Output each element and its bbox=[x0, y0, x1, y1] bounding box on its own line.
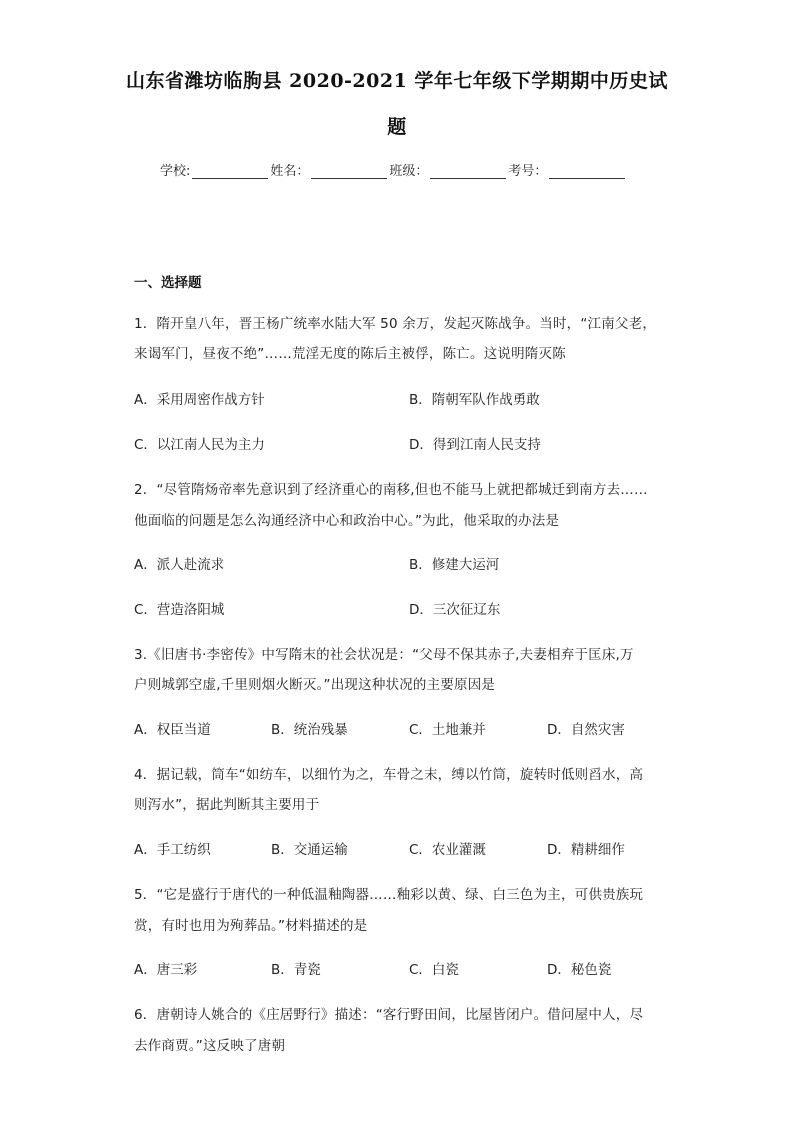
question-1-option-d[interactable]: D．得到江南人民支持 bbox=[409, 437, 541, 453]
question-4-option-d[interactable]: D．精耕细作 bbox=[547, 842, 625, 858]
question-4-text: 4．据记载，筒车“如纺车，以细竹为之，车骨之末，缚以竹筒，旋转时低则舀水，高 bbox=[134, 767, 644, 783]
question-5-text: 5．“它是盛行于唐代的一种低温釉陶器……釉彩以黄、绿、白三色为主，可供贵族玩 bbox=[134, 887, 644, 903]
question-2-option-b[interactable]: B．修建大运河 bbox=[409, 557, 500, 573]
question-4-option-a[interactable]: A．手工纺织 bbox=[134, 842, 211, 858]
question-3-option-d[interactable]: D．自然灾害 bbox=[547, 722, 625, 738]
school-blank[interactable] bbox=[192, 164, 268, 179]
class-label: 班级： bbox=[389, 164, 429, 179]
school-label: 学校: bbox=[160, 164, 191, 179]
question-2-text: 他面临的问题是怎么沟通经济中心和政治中心。”为此，他采取的办法是 bbox=[134, 513, 560, 529]
name-blank[interactable] bbox=[311, 164, 387, 179]
question-4-option-b[interactable]: B．交通运输 bbox=[271, 842, 348, 858]
question-1-option-b[interactable]: B．隋朝军队作战勇敢 bbox=[409, 392, 540, 408]
question-3-text: 3.《旧唐书·李密传》中写隋末的社会状况是：“父母不保其赤子,夫妻相弃于匡床,万 bbox=[134, 647, 634, 663]
question-2-option-a[interactable]: A．派人赴流求 bbox=[134, 557, 225, 573]
question-4-option-c[interactable]: C．农业灌溉 bbox=[409, 842, 486, 858]
exam-title-line-1: 山东省潍坊临朐县 2020-2021 学年七年级下学期期中历史试 bbox=[126, 70, 668, 92]
question-2-option-c[interactable]: C．营造洛阳城 bbox=[134, 602, 225, 618]
question-3-text: 户则城郭空虚,千里则烟火断灭。”出现这种状况的主要原因是 bbox=[134, 677, 496, 693]
section-heading: 一、选择题 bbox=[134, 275, 202, 291]
question-3-option-b[interactable]: B．统治残暴 bbox=[271, 722, 348, 738]
question-4-text: 则泻水”，据此判断其主要用于 bbox=[134, 797, 320, 813]
question-6-text: 去作商贾。”这反映了唐朝 bbox=[134, 1038, 286, 1054]
question-5-option-c[interactable]: C．白瓷 bbox=[409, 962, 459, 978]
name-label: 姓名： bbox=[270, 164, 310, 179]
question-1-option-a[interactable]: A．采用周密作战方针 bbox=[134, 392, 265, 408]
question-6-text: 6．唐朝诗人姚合的《庄居野行》描述：“客行野田间，比屋皆闭户。借问屋中人，尽 bbox=[134, 1007, 644, 1023]
exam-number-blank[interactable] bbox=[549, 164, 625, 179]
question-2-text: 2．“尽管隋炀帝率先意识到了经济重心的南移,但也不能马上就把都城迁到南方去…… bbox=[134, 482, 648, 498]
question-3-option-c[interactable]: C．土地兼并 bbox=[409, 722, 486, 738]
student-info-row bbox=[160, 160, 627, 179]
question-2-option-d[interactable]: D．三次征辽东 bbox=[409, 602, 501, 618]
question-5-text: 赏，有时也用为殉葬品。”材料描述的是 bbox=[134, 918, 368, 934]
question-1-text: 来谒军门，昼夜不绝”……荒淫无度的陈后主被俘，陈亡。这说明隋灭陈 bbox=[134, 346, 566, 362]
question-5-option-a[interactable]: A．唐三彩 bbox=[134, 962, 198, 978]
exam-number-label: 考号： bbox=[508, 164, 548, 179]
class-blank[interactable] bbox=[430, 164, 506, 179]
question-5-option-d[interactable]: D．秘色瓷 bbox=[547, 962, 612, 978]
question-3-option-a[interactable]: A．权臣当道 bbox=[134, 722, 211, 738]
question-5-option-b[interactable]: B．青瓷 bbox=[271, 962, 321, 978]
exam-title-line-2: 题 bbox=[387, 116, 407, 138]
question-1-text: 1．隋开皇八年，晋王杨广统率水陆大军 50 余万，发起灭陈战争。当时，“江南父老， bbox=[134, 316, 657, 332]
question-1-option-c[interactable]: C．以江南人民为主力 bbox=[134, 437, 265, 453]
